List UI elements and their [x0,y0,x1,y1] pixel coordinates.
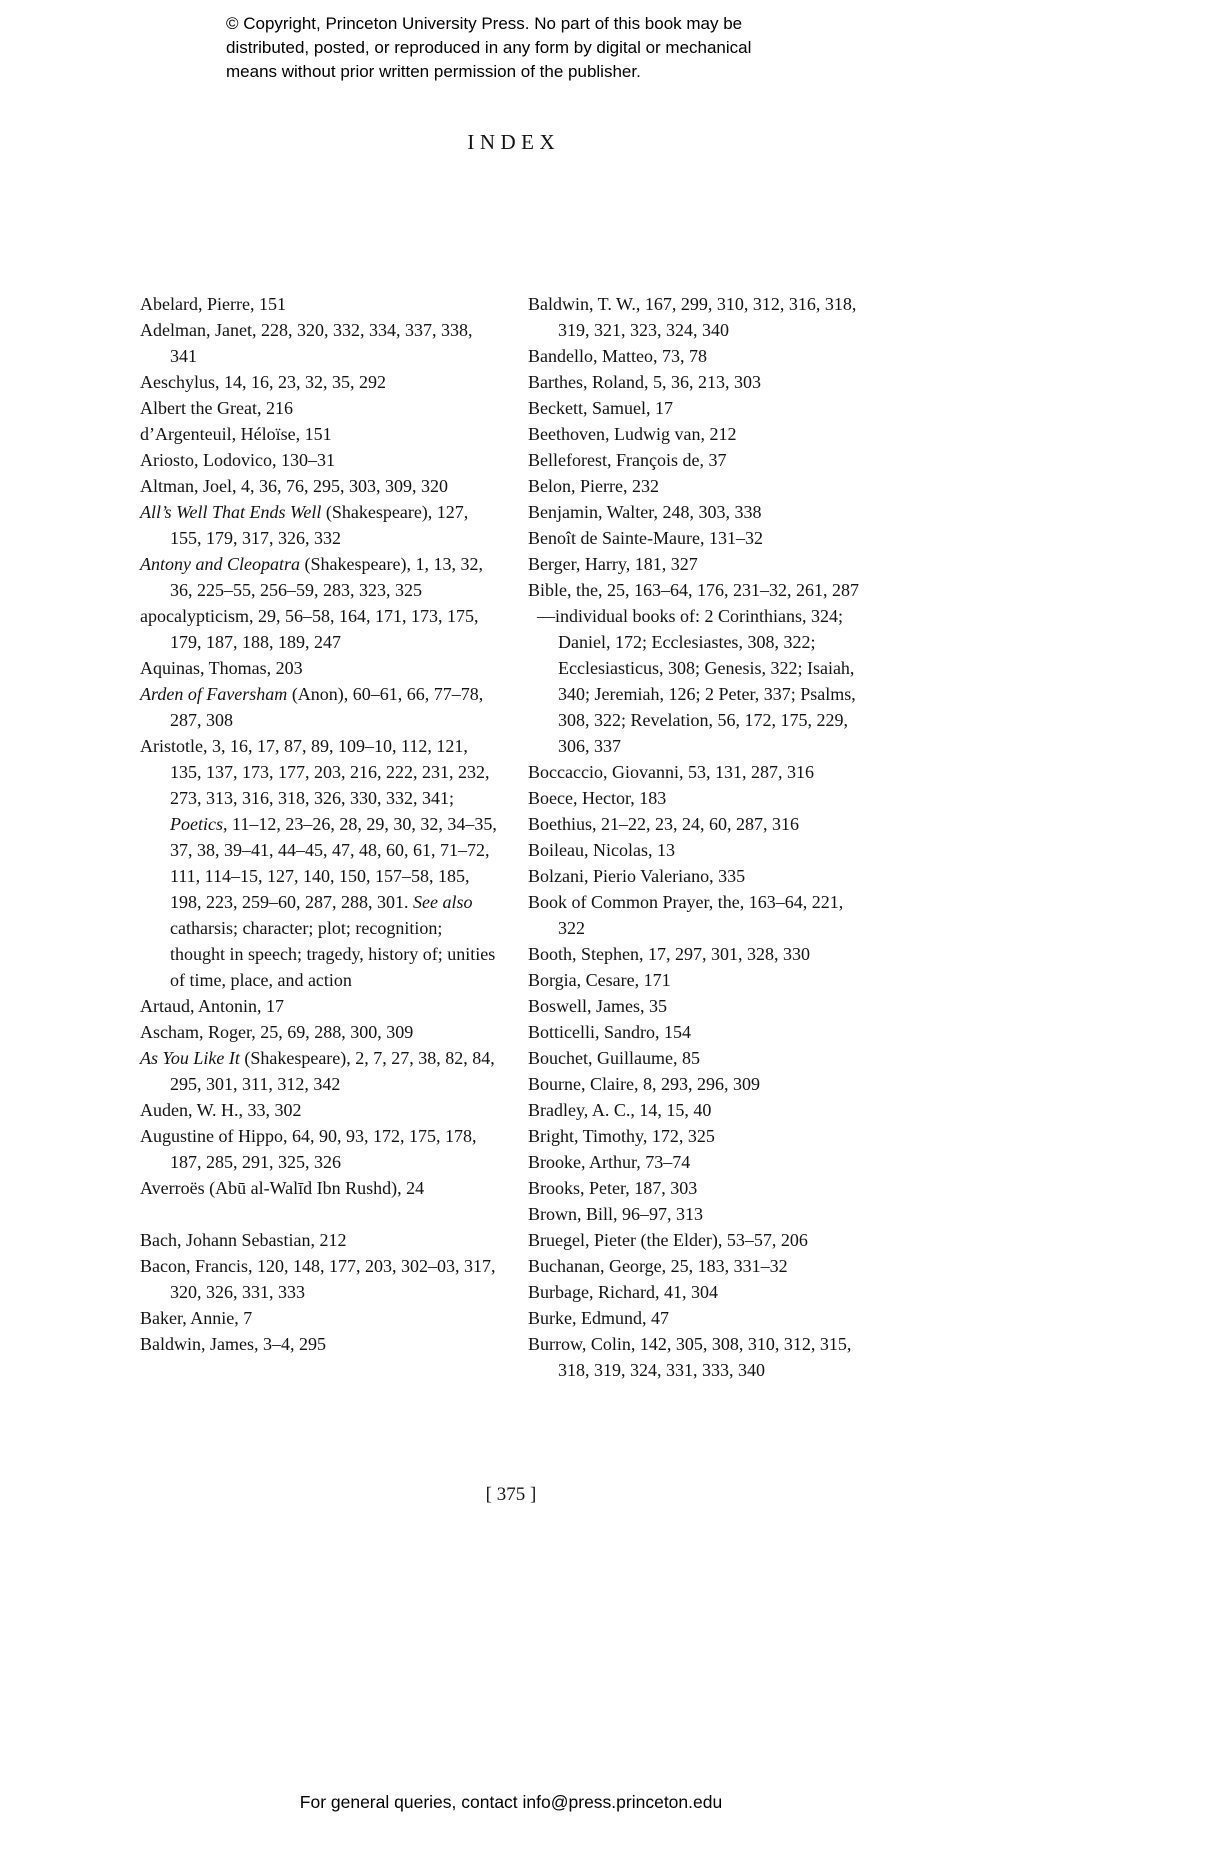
index-entry [140,1227,500,1253]
entry-text: Baldwin, James, 3–4, 295 [140,1334,326,1354]
entry-text: Buchanan, George, 25, 183, 331–32 [528,1256,788,1276]
index-entry [528,1071,872,1097]
entry-text: Brooke, Arthur, 73–74 [528,1152,691,1172]
entry-text: Boccaccio, Giovanni, 53, 131, 287, 316 [528,762,814,782]
index-entry [140,421,500,447]
entry-text: apocalypticism, 29, 56–58, 164, 171, 173, 175, 179, 187, 188, 189, 247 [140,606,479,652]
entry-text: Boileau, Nicolas, 13 [528,840,675,860]
entry-text: Burrow, Colin, 142, 305, 308, 310, 312, 315, 318, 319, 324, 331, 333, 340 [528,1334,852,1380]
entry-text: Benjamin, Walter, 248, 303, 338 [528,502,762,522]
entry-text: Ariosto, Lodovico, 130–31 [140,450,335,470]
index-entry [140,733,500,993]
entry-text: Bible, the, 25, 163–64, 176, 231–32, 261, 287 [528,580,859,600]
index-entry [140,1305,500,1331]
entry-text: Albert the Great, 216 [140,398,293,418]
entry-text: Bolzani, Pierio Valeriano, 335 [528,866,746,886]
entry-text: (Shakespeare), 1, 13, 32, 36, 225–55, 256–59, 283, 323, 325 [170,554,483,600]
entry-text: Book of Common Prayer, the, 163–64, 221, 322 [528,892,844,938]
index-entry [528,837,872,863]
entry-text: Burke, Edmund, 47 [528,1308,669,1328]
index-entry [140,447,500,473]
entry-text: Auden, W. H., 33, 302 [140,1100,302,1120]
entry-text: Brooks, Peter, 187, 303 [528,1178,698,1198]
index-entry [140,1253,500,1305]
index-entry [140,1019,500,1045]
index-entry [528,1331,872,1383]
entry-text: Averroës (Abū al-Walīd Ibn Rushd), 24 [140,1178,425,1198]
entry-text: Belleforest, François de, 37 [528,450,727,470]
index-entry [528,395,872,421]
entry-text: Bradley, A. C., 14, 15, 40 [528,1100,712,1120]
entry-text: Bacon, Francis, 120, 148, 177, 203, 302–03, 317, 320, 326, 331, 333 [140,1256,496,1302]
entry-text: Boece, Hector, 183 [528,788,667,808]
entry-text: Berger, Harry, 181, 327 [528,554,698,574]
entry-text-italic: As You Like It [140,1048,240,1068]
index-entry [528,525,872,551]
copyright-notice: © Copyright, Princeton University Press. No part of this book may be distributed, posted, or reproduced in any form by digital or mechanical means without prior written permission of the publisher. [226,14,752,81]
entry-text-italic: See also [413,892,473,912]
index-entry [528,967,872,993]
entry-text: Altman, Joel, 4, 36, 76, 295, 303, 309, 320 [140,476,448,496]
index-letter-group [140,291,500,1201]
entry-text: Burbage, Richard, 41, 304 [528,1282,718,1302]
entry-text: Bach, Johann Sebastian, 212 [140,1230,347,1250]
index-columns [140,291,882,1383]
entry-text: Augustine of Hippo, 64, 90, 93, 172, 175, 178, 187, 285, 291, 325, 326 [140,1126,477,1172]
entry-text: Adelman, Janet, 228, 320, 332, 334, 337, 338, 341 [140,320,473,366]
entry-text: Borgia, Cesare, 171 [528,970,671,990]
entry-text-italic: Arden of Faversham [140,684,288,704]
entry-text-italic: Antony and Cleopatra [140,554,300,574]
index-entry [140,473,500,499]
index-entry [140,993,500,1019]
index-entry [140,369,500,395]
entry-text: —individual books of: 2 Corinthians, 324; Daniel, 172; Ecclesiastes, 308, 322; Ecclesiasticus, 308; Genesis, 322; Isaiah, 340; Jeremiah, 126; 2 Peter, 337; Psalms, 308, 322; Revelation, 56, 172, 175, 229, 306, 337 [537,606,856,756]
page-number: [ 375 ] [485,1484,537,1505]
index-entry [528,473,872,499]
entry-text: Bourne, Claire, 8, 293, 296, 309 [528,1074,760,1094]
index-entry [140,655,500,681]
index-column-right [528,291,872,1383]
index-entry [140,499,500,551]
index-entry [528,499,872,525]
index-entry [528,811,872,837]
entry-text: Artaud, Antonin, 17 [140,996,284,1016]
index-entry [140,603,500,655]
index-entry [528,1019,872,1045]
index-entry [528,863,872,889]
index-entry [528,1097,872,1123]
entry-text: Benoît de Sainte-Maure, 131–32 [528,528,763,548]
entry-text: (Shakespeare), 2, 7, 27, 38, 82, 84, 295, 301, 311, 312, 342 [170,1048,495,1094]
entry-text: catharsis; character; plot; recognition; thought in speech; tragedy, history of; unities of time, place, and action [170,918,496,990]
index-entry [528,1253,872,1279]
index-entry [528,291,872,343]
entry-text: Aquinas, Thomas, 203 [140,658,303,678]
index-entry [528,1227,872,1253]
index-entry [528,993,872,1019]
footer-contact: For general queries, contact info@press.princeton.edu [299,1792,723,1812]
index-entry [140,1331,500,1357]
entry-text: Bruegel, Pieter (the Elder), 53–57, 206 [528,1230,808,1250]
entry-text: Abelard, Pierre, 151 [140,294,286,314]
index-entry [528,1045,872,1071]
index-entry [528,785,872,811]
index-entry [528,551,872,577]
entry-text: (Anon), 60–61, 66, 77–78, 287, 308 [170,684,484,730]
index-entry [528,1305,872,1331]
index-entry [528,889,872,941]
entry-text: Ascham, Roger, 25, 69, 288, 300, 309 [140,1022,414,1042]
entry-text: Booth, Stephen, 17, 297, 301, 328, 330 [528,944,810,964]
entry-text: Boswell, James, 35 [528,996,667,1016]
entry-text: Beethoven, Ludwig van, 212 [528,424,737,444]
entry-text: Baker, Annie, 7 [140,1308,253,1328]
index-entry [528,1149,872,1175]
index-entry [528,759,872,785]
index-entry [140,1097,500,1123]
index-entry [528,1279,872,1305]
index-entry [140,291,500,317]
entry-text: Beckett, Samuel, 17 [528,398,673,418]
index-entry [528,577,872,603]
index-entry [140,395,500,421]
entry-text: Brown, Bill, 96–97, 313 [528,1204,704,1224]
index-entry [528,421,872,447]
index-entry [140,1123,500,1175]
entry-text: Aeschylus, 14, 16, 23, 32, 35, 292 [140,372,386,392]
index-letter-group [140,1227,500,1357]
entry-text-italic: All’s Well That Ends Well [140,502,322,522]
entry-text: d’Argenteuil, Héloïse, 151 [140,424,332,444]
index-entry [140,681,500,733]
index-entry [140,1175,500,1201]
entry-text: Baldwin, T. W., 167, 299, 310, 312, 316, 318, 319, 321, 323, 324, 340 [528,294,857,340]
page-title: INDEX [467,130,561,154]
entry-text: Boethius, 21–22, 23, 24, 60, 287, 316 [528,814,800,834]
entry-text: , 11–12, 23–26, 28, 29, 30, 32, 34–35, 37, 38, 39–41, 44–45, 47, 48, 60, 61, 71–72, 111, 114–15, 127, 140, 150, 157–58, 185, 198, 223, 259–60, 287, 288, 301. [170,814,497,912]
entry-text: Botticelli, Sandro, 154 [528,1022,691,1042]
entry-text: Aristotle, 3, 16, 17, 87, 89, 109–10, 112, 121, 135, 137, 173, 177, 203, 216, 222, 231, 232, 273, 313, 316, 318, 326, 330, 332, 341; [140,736,490,808]
entry-text: Belon, Pierre, 232 [528,476,659,496]
index-entry [140,317,500,369]
index-letter-group [528,291,872,1383]
index-entry [528,1201,872,1227]
index-entry [528,1175,872,1201]
entry-text: Barthes, Roland, 5, 36, 213, 303 [528,372,761,392]
entry-text: Bandello, Matteo, 73, 78 [528,346,707,366]
index-entry [528,1123,872,1149]
index-entry [528,447,872,473]
entry-text: Bouchet, Guillaume, 85 [528,1048,700,1068]
index-entry [528,343,872,369]
index-column-left [140,291,500,1383]
entry-text: (Shakespeare), 127, 155, 179, 317, 326, 332 [170,502,469,548]
index-entry [528,369,872,395]
index-subentry [528,603,872,759]
index-entry [528,941,872,967]
index-entry [140,551,500,603]
index-entry [140,1045,500,1097]
entry-text-italic: Poetics [170,814,223,834]
entry-text: Bright, Timothy, 172, 325 [528,1126,715,1146]
